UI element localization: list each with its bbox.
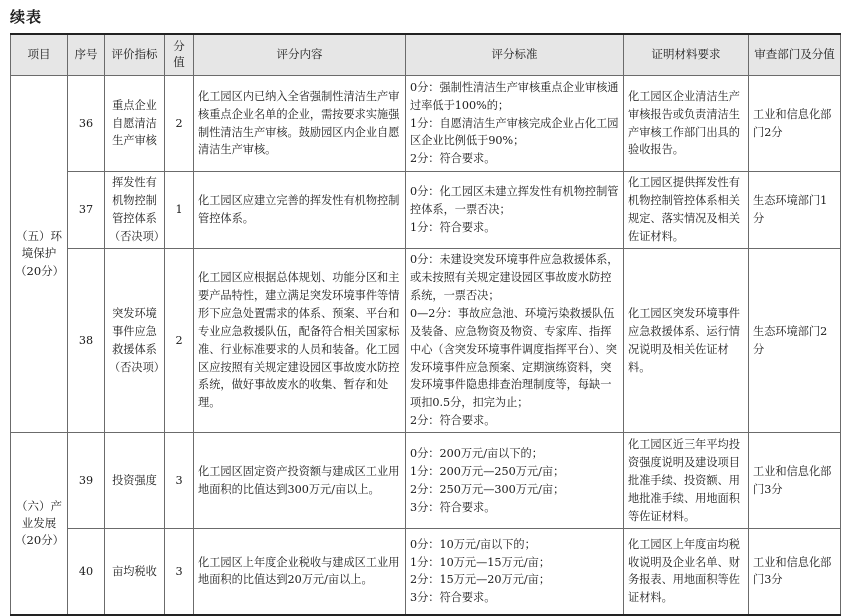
evidence-cell: 化工园区上年度亩均税收说明及企业名单、财务报表、用地面积等佐证材料。	[624, 529, 749, 615]
indicator-cell: 挥发性有机物控制管控体系（否决项）	[105, 172, 165, 249]
header-standard: 评分标准	[406, 34, 624, 76]
row-number: 38	[68, 249, 105, 433]
evaluation-table	[10, 33, 841, 616]
header-score: 分值	[165, 34, 194, 76]
content-cell: 化工园区固定资产投资额与建成区工业用地面积的比值达到300万元/亩以上。	[194, 433, 406, 529]
standard-cell	[406, 172, 624, 249]
category-cell: （五）环境保护（20分）	[11, 76, 68, 433]
row-number: 36	[68, 76, 105, 172]
table-row	[11, 433, 841, 529]
evidence-cell: 化工园区突发环境事件应急救援体系、运行情况说明及相关佐证材料。	[624, 249, 749, 433]
evidence-cell: 化工园区提供挥发性有机物控制管控体系相关规定、落实情况及相关佐证材料。	[624, 172, 749, 249]
standard-line: 1分：自愿清洁生产审核完成企业占化工园区企业比例低于90%；	[410, 116, 619, 148]
standard-line: 2分：符合要求。	[410, 414, 496, 428]
indicator-cell: 突发环境事件应急救援体系（否决项）	[105, 249, 165, 433]
table-row	[11, 529, 841, 615]
score-cell: 3	[165, 529, 194, 615]
evidence-cell: 化工园区企业清洁生产审核报告或负责清洁生产审核工作部门出具的验收报告。	[624, 76, 749, 172]
standard-line: 2分：250万元—300万元/亩；	[410, 482, 565, 496]
department-cell: 生态环境部门2分	[749, 249, 841, 433]
evidence-cell: 化工园区近三年平均投资强度说明及建设项目批准手续、投资额、用地批准手续、用地面积等佐证材料。	[624, 433, 749, 529]
standard-line: 0分：未建设突发环境事件应急救援体系，或未按照有关规定建设园区事故废水防控系统，一票否决；	[410, 253, 619, 302]
standard-line: 0分：10万元/亩以下的；	[410, 537, 536, 551]
standard-cell	[406, 249, 624, 433]
indicator-cell: 投资强度	[105, 433, 165, 529]
header-content: 评分内容	[194, 34, 406, 76]
department-cell: 工业和信息化部门2分	[749, 76, 841, 172]
table-row	[11, 76, 841, 172]
content-cell: 化工园区应根据总体规划、功能分区和主要产品特性，建立满足突发环境事件等情形下应急处置需求的体系、预案、平台和专业应急救援队伍，配备符合相关国家标准、行业标准要求的人员和装备。化工园区应按照有关规定建设园区事故废水防控系统，做好事故废水的收集、暂存和处理。	[194, 249, 406, 433]
indicator-cell: 重点企业自愿清洁生产审核	[105, 76, 165, 172]
standard-line: 1分：10万元—15万元/亩；	[410, 555, 551, 569]
row-number: 39	[68, 433, 105, 529]
standard-cell	[406, 76, 624, 172]
table-row	[11, 172, 841, 249]
category-cell: （六）产业发展（20分）	[11, 433, 68, 615]
standard-line: 3分：符合要求。	[410, 500, 496, 514]
standard-line: 0—2分：事故应急池、环境污染救援队伍及装备、应急物资及物资、专家库、指挥中心（含突发环境事件调度指挥平台）、突发环境事件应急预案、定期演练资料，突发环境事件隐患排查治理制度等，每缺一项扣0.5分，扣完为止；	[410, 306, 617, 410]
header-department: 审查部门及分值	[749, 34, 841, 76]
page-title: 续表	[10, 8, 43, 26]
score-cell: 2	[165, 249, 194, 433]
standard-cell	[406, 529, 624, 615]
table-header-row	[11, 34, 841, 76]
standard-line: 3分：符合要求。	[410, 591, 496, 605]
score-cell: 3	[165, 433, 194, 529]
score-cell: 2	[165, 76, 194, 172]
content-cell: 化工园区上年度企业税收与建成区工业用地面积的比值达到20万元/亩以上。	[194, 529, 406, 615]
header-evidence: 证明材料要求	[624, 34, 749, 76]
standard-line: 1分：符合要求。	[410, 220, 496, 234]
department-cell: 工业和信息化部门3分	[749, 529, 841, 615]
standard-line: 0分：强制性清洁生产审核重点企业审核通过率低于100%的；	[410, 80, 619, 112]
content-cell: 化工园区应建立完善的挥发性有机物控制管控体系。	[194, 172, 406, 249]
score-cell: 1	[165, 172, 194, 249]
content-cell: 化工园区内已纳入全省强制性清洁生产审核重点企业名单的企业，需按要求实施强制性清洁生产审核。鼓励园区内企业自愿清洁生产审核。	[194, 76, 406, 172]
row-number: 37	[68, 172, 105, 249]
standard-cell	[406, 433, 624, 529]
standard-line: 0分：化工园区未建立挥发性有机物控制管控体系，一票否决；	[410, 185, 619, 217]
indicator-cell: 亩均税收	[105, 529, 165, 615]
header-number: 序号	[68, 34, 105, 76]
table-row	[11, 249, 841, 433]
standard-line: 2分：15万元—20万元/亩；	[410, 573, 551, 587]
department-cell: 工业和信息化部门3分	[749, 433, 841, 529]
header-project: 项目	[11, 34, 68, 76]
row-number: 40	[68, 529, 105, 615]
standard-line: 0分：200万元/亩以下的；	[410, 446, 543, 460]
department-cell: 生态环境部门1分	[749, 172, 841, 249]
standard-line: 2分：符合要求。	[410, 152, 496, 166]
header-indicator: 评价指标	[105, 34, 165, 76]
standard-line: 1分：200万元—250万元/亩；	[410, 464, 565, 478]
